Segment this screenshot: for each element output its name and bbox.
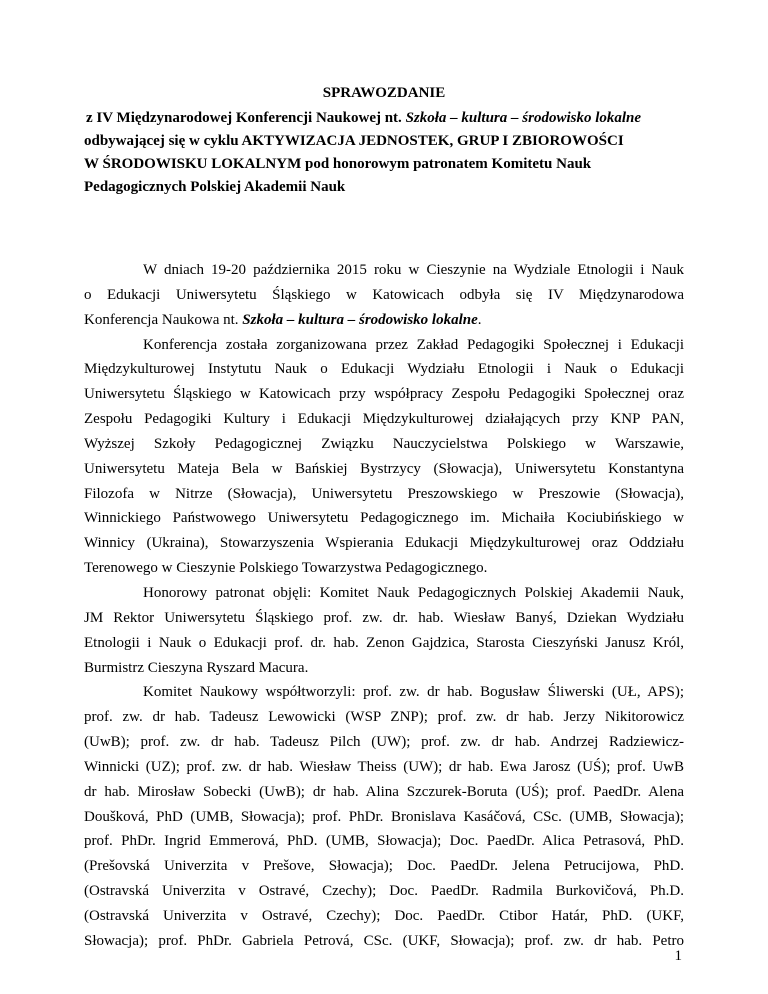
text-line: prof. PhDr. Ingrid Emmerová, PhD. (UMB, Słowacja); Doc. PaedDr. Alica Petrasová, PhD.: [84, 833, 684, 850]
paragraph-scientific-committee: [84, 680, 684, 953]
subtitle-line-3: W ŚRODOWISKU LOKALNYM pod honorowym patronatem Komitetu Nauk: [84, 156, 592, 172]
text-line: Winnicki (UZ); prof. zw. dr hab. Wiesław Theiss (UW); dr hab. Ewa Jarosz (UŚ); prof. UwB: [84, 758, 684, 775]
text-line: Uniwersytetu Mateja Bela w Bańskiej Bystrzycy (Słowacja), Uniwersytetu Konstantyna: [84, 460, 684, 477]
subtitle-line-1: z IV Międzynarodowej Konferencji Naukowej nt. Szkoła – kultura – środowisko lokalne: [86, 110, 642, 126]
text-line: Wyższej Szkoły Pedagogicznej Związku Nauczycielstwa Polskiego w Warszawie,: [84, 435, 684, 452]
text-line: (Ostravská Univerzita v Ostravé, Czechy); Doc. PaedDr. Ctibor Határ, PhD. (UKF,: [84, 907, 684, 924]
text-line: (UwB); prof. zw. dr hab. Tadeusz Pilch (UW); prof. zw. dr hab. Andrzej Radziewicz-: [84, 734, 684, 751]
text-line: Uniwersytetu Śląskiego w Katowicach przy współpracy Zespołu Pedagogiki Społecznej oraz: [84, 386, 684, 403]
text-line: Konferencja została zorganizowana przez Zakład Pedagogiki Społecznej i Edukacji: [143, 336, 684, 353]
text-line: prof. zw. dr hab. Tadeusz Lewowicki (WSP ZNP); prof. zw. dr hab. Jerzy Nikitorowicz: [84, 709, 684, 726]
text-line: Terenowego w Cieszynie Polskiego Towarzystwa Pedagogicznego.: [84, 560, 488, 577]
text-line: Zespołu Pedagogiki Kultury i Edukacji Międzykulturowej działających przy KNP PAN,: [84, 411, 684, 428]
text-line: W dniach 19-20 października 2015 roku w Cieszynie na Wydziale Etnologii i Nauk: [143, 262, 684, 278]
document-title: SPRAWOZDANIE: [322, 85, 446, 101]
paragraph-patronage: [84, 581, 684, 680]
subtitle-line-4: Pedagogicznych Polskiej Akademii Nauk: [84, 179, 346, 195]
text-line: JM Rektor Uniwersytetu Śląskiego prof. zw. dr. hab. Wiesław Banyś, Dziekan Wydziału: [84, 609, 684, 626]
paragraph-organizers: [84, 333, 684, 581]
text-line: (Ostravská Univerzita v Ostravé, Czechy); Doc. PaedDr. Radmila Burkovičová, Ph.D.: [84, 883, 684, 900]
text-line: Konferencja Naukowa nt. Szkoła – kultura – środowisko lokalne.: [84, 311, 482, 328]
text-line: dr hab. Mirosław Sobecki (UwB); dr hab. Alina Szczurek-Boruta (UŚ); prof. PaedDr. Alena: [84, 783, 684, 800]
conference-name-italic: Szkoła – kultura – środowisko lokalne: [405, 110, 642, 126]
document-body: [84, 258, 684, 954]
text-line: Winnicy (Ukraina), Stowarzyszenia Wspierania Edukacji Międzykulturowej oraz Oddziału: [84, 535, 684, 552]
text-line: (Prešovská Univerzita v Prešove, Słowacja); Doc. PaedDr. Jelena Petrucijowa, PhD.: [84, 858, 684, 875]
text-line: Słowacja); prof. PhDr. Gabriela Petrová, CSc. (UKF, Słowacja); prof. zw. dr hab. Petro: [84, 932, 684, 949]
text-line: Etnologii i Nauk o Edukacji prof. dr. hab. Zenon Gajdzica, Starosta Cieszyński Janusz Król,: [84, 634, 684, 651]
document-subtitle: [84, 107, 684, 199]
conference-name-bold-italic: Szkoła – kultura – środowisko lokalne: [242, 311, 478, 328]
text-line: Filozofa w Nitrze (Słowacja), Uniwersytetu Preszowskiego w Preszowie (Słowacja),: [84, 485, 684, 502]
text-line: o Edukacji Uniwersytetu Śląskiego w Katowicach odbyła się IV Międzynarodowa: [84, 286, 684, 303]
subtitle-line-2: odbywającej się w cyklu AKTYWIZACJA JEDNOSTEK, GRUP I ZBIOROWOŚCI: [84, 133, 624, 149]
text-line: Komitet Naukowy współtworzyli: prof. zw. dr hab. Bogusław Śliwerski (UŁ, APS);: [143, 684, 684, 701]
text-line: Honorowy patronat objęli: Komitet Nauk Pedagogicznych Polskiej Akademii Nauk,: [143, 584, 684, 601]
text-line: Doušková, PhD (UMB, Słowacja); prof. PhDr. Bronislava Kasáčová, CSc. (UMB, Słowacja);: [84, 808, 684, 825]
text-line: Burmistrz Cieszyna Ryszard Macura.: [84, 659, 309, 676]
text-line: Międzykulturowej Instytutu Nauk o Edukacji Wydziału Etnologii i Nauk o Edukacji: [84, 361, 684, 378]
paragraph-dates: [84, 258, 684, 333]
text-line: Winnickiego Państwowego Uniwersytetu Pedagogicznego im. Michaiła Kociubińskiego w: [84, 510, 684, 527]
page-number: 1: [674, 948, 682, 964]
